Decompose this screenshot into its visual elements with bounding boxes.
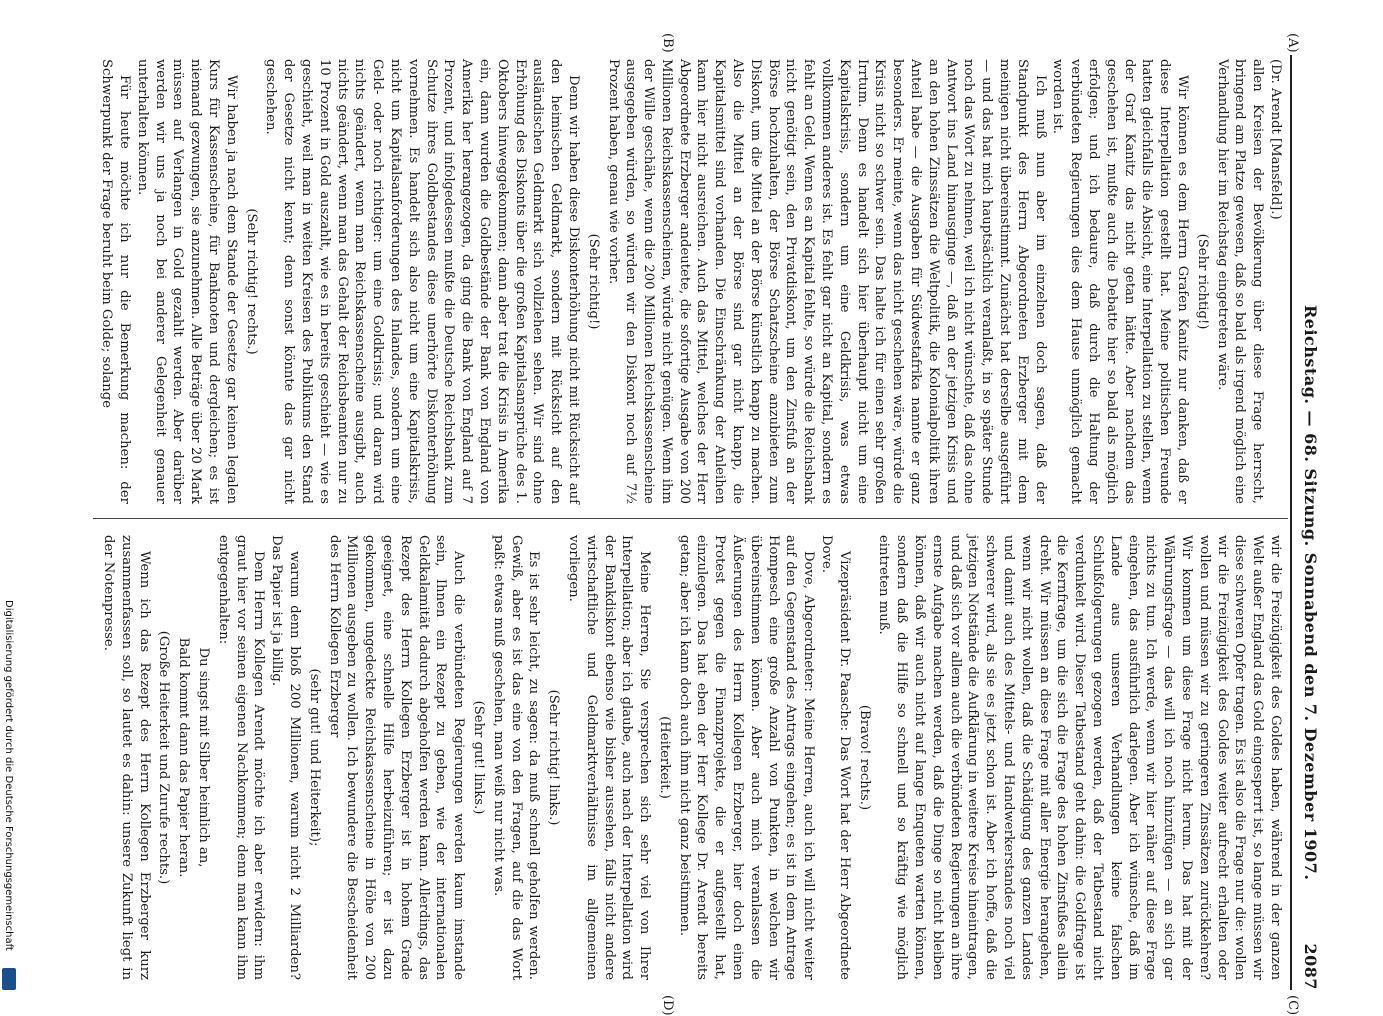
paragraph: Für heute möchte ich nur die Bemerkung machen: der Schwerpunkt der Frage beruht beim Golde; solange	[99, 59, 132, 504]
paragraph: warum denn bloß 200 Millionen, warum nicht 2 Milliarden? Das Papier ist ja billig.	[269, 535, 302, 980]
column-separator	[93, 518, 1288, 519]
interjection: (Sehr richtig! links.)	[546, 689, 562, 826]
paragraph: Dove, Abgeordneter: Meine Herren, auch ich will nicht weiter auf den Gegenstand des Antrags eingehen; es ist in dem Antrage Hompesch eine große Anzahl von Punkten, in welchen wir übereinstimmen können. Aber auch mich veranlassen die Äußerungen des Herrn Kollegen Erzberger, hier doch einen Protest gegen die Finanzprojekte, die er aufgestellt hat, einzulegen. Das hat eben der Herr Kollege Dr. Arendt bereits getan; aber ich kann doch auch ihm nicht ganz beistimmen.	[676, 535, 817, 980]
footer	[0, 600, 20, 995]
interjection: (Große Heiterkeit und Zurufe rechts.)	[156, 630, 172, 885]
margin-mark-c: (C)	[1285, 995, 1300, 1016]
interjection: (Bravo! rechts.)	[856, 704, 872, 811]
paragraph: Vizepräsident Dr. Paasche: Das Wort hat der Herr Abgeordnete Dove.	[819, 535, 852, 980]
paragraph: Es ist sehr leicht, zu sagen: da muß schnell geholfen werden. Gewiß, aber es ist das eine von den Fragen, auf die das Wort paßt: etwas muß geschehen, man weiß nur nicht was.	[490, 535, 542, 980]
page-number: 2087	[1301, 943, 1320, 990]
paragraph: wir die Freizügigkeit des Goldes haben, während in der ganzen Welt außer England das Gold eingesperrt ist, so lange müssen wir diese schweren Opfer tragen. Es ist also die Frage nur die: wollen wir die Freizügigkeit des Goldes weiter aufrecht erhalten oder wollen und müssen wir zu geringeren Zinssätzen zurückkehren? Wir kommen um diese Frage nicht herum. Das hat mit der Währungsfrage — das will ich noch hinzufügen — an sich gar nichts zu tun. Ich werde, wenn wir hier näher auf diese Frage eingehen, das ausführlich darlegen. Aber ich wünsche, daß im Lande aus unseren Verhandlungen keine falschen Schlußfolgerungen gezogen werden, daß der Tatbestand nicht verdunkelt wird. Dieser Tatbestand geht dahin: die Goldfrage ist die Kernfrage, um die sich die Frage des hohen Zinsfußes allein dreht. Wir müssen an diese Frage mit aller Energie herangehen, wenn wir nicht wollen, daß die Schädigung des ganzen Landes und damit auch des Mittels- und Handwerkerstandes noch viel schwerer wird, als sie es jetzt schon ist. Aber ich hoffe, daß die jetzigen Notstände die Aufklärung in weitere Kreise hineintragen, und daß sich vor allem auch die verbündeten Regierungen an ihre ernste Aufgabe machen werden, daß die Dinge so nicht bleiben können, daß wir auch nicht auf lange Enqueten warten können, sondern daß die Hilfe so schnell und so kräftig wie möglich eintreten muß.	[876, 535, 1283, 980]
interjection: (Heiterkeit.)	[656, 716, 672, 799]
header-rule	[1290, 55, 1292, 990]
paragraph: Wir können es dem Herrn Grafen Kanitz nur danken, daß er diese Interpellation gestellt hat. Meine politischen Freunde hatten gleichfalls die Absicht, eine Interpellation zu stellen, wenn der Graf Kanitz das nicht getan hätte. Aber nachdem das geschehen ist, mußte auch die Debatte hier so bald als möglich erfolgen; und ich bedaure, daß durch die Haltung der verbündeten Regierungen dies dem Hause unmöglich gemacht worden ist.	[1050, 59, 1191, 504]
interjection: (Sehr richtig!)	[585, 233, 601, 330]
verse-line: Du singst mit Silber heimlich an,	[195, 647, 211, 868]
margin-mark-a: (A)	[1285, 33, 1300, 53]
dfg-logo-icon	[2, 968, 16, 990]
page-header	[1290, 55, 1330, 990]
interjection: (sehr gut! und Heiterkeit);	[306, 668, 322, 847]
paragraph: Ich muß nun aber im einzelnen doch sagen, daß der Standpunkt des Herrn Abgeordneten Erzberger mit dem meinigen nicht übereinstimmt. Zunächst hat derselbe ausgeführt — und das hat mich hauptsächlich veranlaßt, in so später Stunde noch das Wort zu nehmen, weil ich nicht wünschte, daß das ohne Antwort ins Land hinausginge —, daß an der jetzigen Krisis und an den hohen Zinssätzen die Weltpolitik, die Kolonialpolitik ihren Anteil habe — die Ausgaben für Südwestafrika nannte er ganz besonders. Er meinte, wenn das nicht geschehen wäre, würde die Krisis nicht so schwer sein. Das halte ich für einen sehr großen Irrtum. Denn es handelt sich hier überhaupt nicht um eine Kapitalskrisis, sondern um eine Geldkrisis, was etwas vollkommen anderes ist. Es fehlt gar nicht an Kapital, sondern es fehlt an Geld. Wenn es an Kapital fehlte, so würde die Reichsbank nicht genötigt sein, den Privatdiskont, um den Zinsfuß an der Börse hochzuhalten, der Börse Schatzscheine anzubieten zum Diskont, um die Mittel an der Börse künstlich knapp zu machen. Also die Mittel an der Börse sind gar nicht knapp, die Kapitalsmittel sind vorhanden. Die Einschränkung der Anleihen kann hier nicht ausreichen. Auch das Mittel, welches der Herr Abgeordnete Erzberger andeutete, die sofortige Ausgabe von 200 Millionen Reichskassenscheinen, würde nicht genügen. Wenn ihm der Wille geschähe, wenn die 200 Millionen Reichskassenscheine ausgegeben würden, so würden wir den Diskont noch auf 7½ Prozent haben, genau wie vorher.	[605, 59, 1048, 504]
paragraph: allen Kreisen der Bevölkerung über diese Frage herrscht, bringend am Platze gewesen, daß so bald als irgend möglich eine Verhandlung hier im Reichstag eingetreten wäre.	[1214, 59, 1266, 504]
interjection: (Sehr richtig! rechts.)	[243, 208, 259, 355]
paragraph: Auch die verbündeten Regierungen werden kaum imstande sein, Ihnen ein Rezept zu geben, wie der internationalen Geldkalamität dadurch abgeholfen werden kann. Allerdings, das Rezept des Herrn Kollegen Erzberger ist in hohem Grade geeignet, eine schnelle Hilfe herbeizuführen; er ist dazu gekommen, ungedeckte Reichskassenscheine in Höhe von 200 Millionen ausgeben zu wollen. Ich bewundere die Bescheidenheit des Herrn Kollegen Erzberger	[326, 535, 467, 980]
speaker-attribution: (Dr. Arendt [Mansfeld].)	[1268, 59, 1283, 220]
margin-mark-b: (B)	[660, 33, 675, 53]
margin-mark-d: (D)	[660, 995, 675, 1016]
paragraph: Wir haben ja nach dem Stande der Gesetze gar keinen legalen Kurs für Kassenscheine, für Banknoten und dergleichen; es ist niemand gezwungen, sie anzunehmen. Alle Beträge über 20 Mark müssen auf Verlangen in Gold gezahlt werden. Aber darüber werden wir uns ja noch bei anderer Gelegenheit genauer unterhalten können.	[134, 59, 239, 504]
paragraph: Dem Herrn Kollegen Arendt möchte ich aber erwidern: ihm graut hier vor seinen eigenen Nachkommen; denn man kann ihm entgegenhalten:	[215, 535, 267, 980]
funding-notice: Digitalisierung gefördert durch die Deutsche Forschungsgemeinschaft	[3, 600, 14, 951]
rotated-page	[85, 33, 1330, 1016]
left-column	[97, 59, 1284, 504]
paragraph: Meine Herren, Sie versprechen sich sehr viel von Ihrer Interpellation; aber ich glaube, auch nach der Interpellation wird der Bankdiskont ebenso wie bisher aussehen, falls nicht andere wirtschaftliche und Geldmarktverhältnisse im allgemeinen vorliegen.	[565, 535, 653, 980]
header-title: Reichstag. — 68. Sitzung. Sonnabend den 7. Dezember 1907.	[1301, 305, 1320, 881]
paragraph: Wenn ich das Rezept des Herrn Kollegen Erzberger kurz zusammenfassen soll, so lautet es dahin: unsere Zukunft liegt in der Notenpresse.	[101, 535, 152, 980]
right-column	[99, 535, 1284, 980]
interjection: (Sehr richtig!)	[1194, 233, 1210, 330]
paragraph: Denn wir haben diese Diskonterhöhung nicht mit Rücksicht auf den heimischen Geldmarkt, sondern mit Rücksicht auf den ausländischen Geldmarkt sich vollziehen sehen. Wir sind ohne Erhöhung des Diskonts über die großen Kapitalsansprüche des 1. Oktobers hinweggekommen; dann aber trat die Krisis in Amerika ein, dann wurden die Goldbestände der Bank von England von Amerika her herangezogen, da ging die Bank von England auf 7 Prozent, und infolgedessen mußte die Deutsche Reichsbank zum Schutze ihres Goldbestandes diese unerhörte Diskonterhöhung vornehmen. Es handelt sich also nicht um eine Kapitalskrisis, nicht um Kapitalsanforderungen des Inlandes, sondern um eine Geld- oder noch richtiger: um eine Goldkrisis; und daran wird nichts geändert, wenn man Reichskassenscheine ausgibt, auch nichts geändert, wenn man das Gehalt der Reichsbeamten nur zu 10 Prozent in Gold auszahlt, wie es in bereits geschieht — wie es geschieht, weil man in weiten Kreisen des Publikums den Stand der Gesetze nicht kennt; denn sonst könnte das gar nicht geschehen.	[263, 59, 581, 504]
verse-line: Bald kommt dann das Papier heran.	[176, 637, 192, 878]
interjection: (Sehr gut! links.)	[470, 700, 486, 815]
